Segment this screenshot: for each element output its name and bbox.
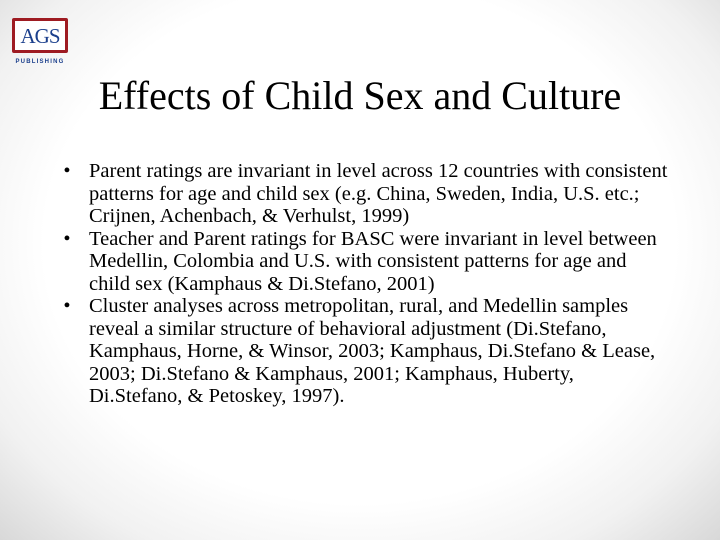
- bullet-text: Parent ratings are invariant in level across 12 countries with consistent patterns for age and child sex (e.g. China, Sweden, India, U.S. etc.; Crijnen, Achenbach, & Verhulst, 1999): [89, 160, 668, 227]
- logo-text: AGS: [20, 24, 60, 48]
- ags-publishing-logo: [4, 8, 74, 70]
- bullet-icon: •: [63, 295, 71, 317]
- bullet-list: [60, 160, 670, 408]
- bullet-item: [60, 295, 670, 408]
- slide-title: Effects of Child Sex and Culture: [98, 73, 622, 118]
- bullet-icon: •: [63, 160, 71, 182]
- bullet-item: [60, 160, 670, 228]
- bullet-text: Cluster analyses across metropolitan, rural, and Medellin samples reveal a similar structure of behavioral adjustment (Di.Stefano, Kamphaus, Horne, & Winsor, 2003; Kamphaus, Di.Stefano & Lease, 2003; Di.Stefano & Kamphaus, 2001; Kamphaus, Huberty, Di.Stefano, & Petoskey, 1997).: [89, 295, 656, 407]
- bullet-icon: •: [63, 227, 71, 250]
- logo-box: [12, 18, 68, 53]
- logo-subtext: PUBLISHING: [15, 59, 65, 65]
- bullet-item: [60, 228, 670, 296]
- bullet-text: Teacher and Parent ratings for BASC were invariant in level between Medellin, Colombia and U.S. with consistent patterns for age and child sex (Kamphaus & Di.Stefano, 2001): [89, 227, 657, 295]
